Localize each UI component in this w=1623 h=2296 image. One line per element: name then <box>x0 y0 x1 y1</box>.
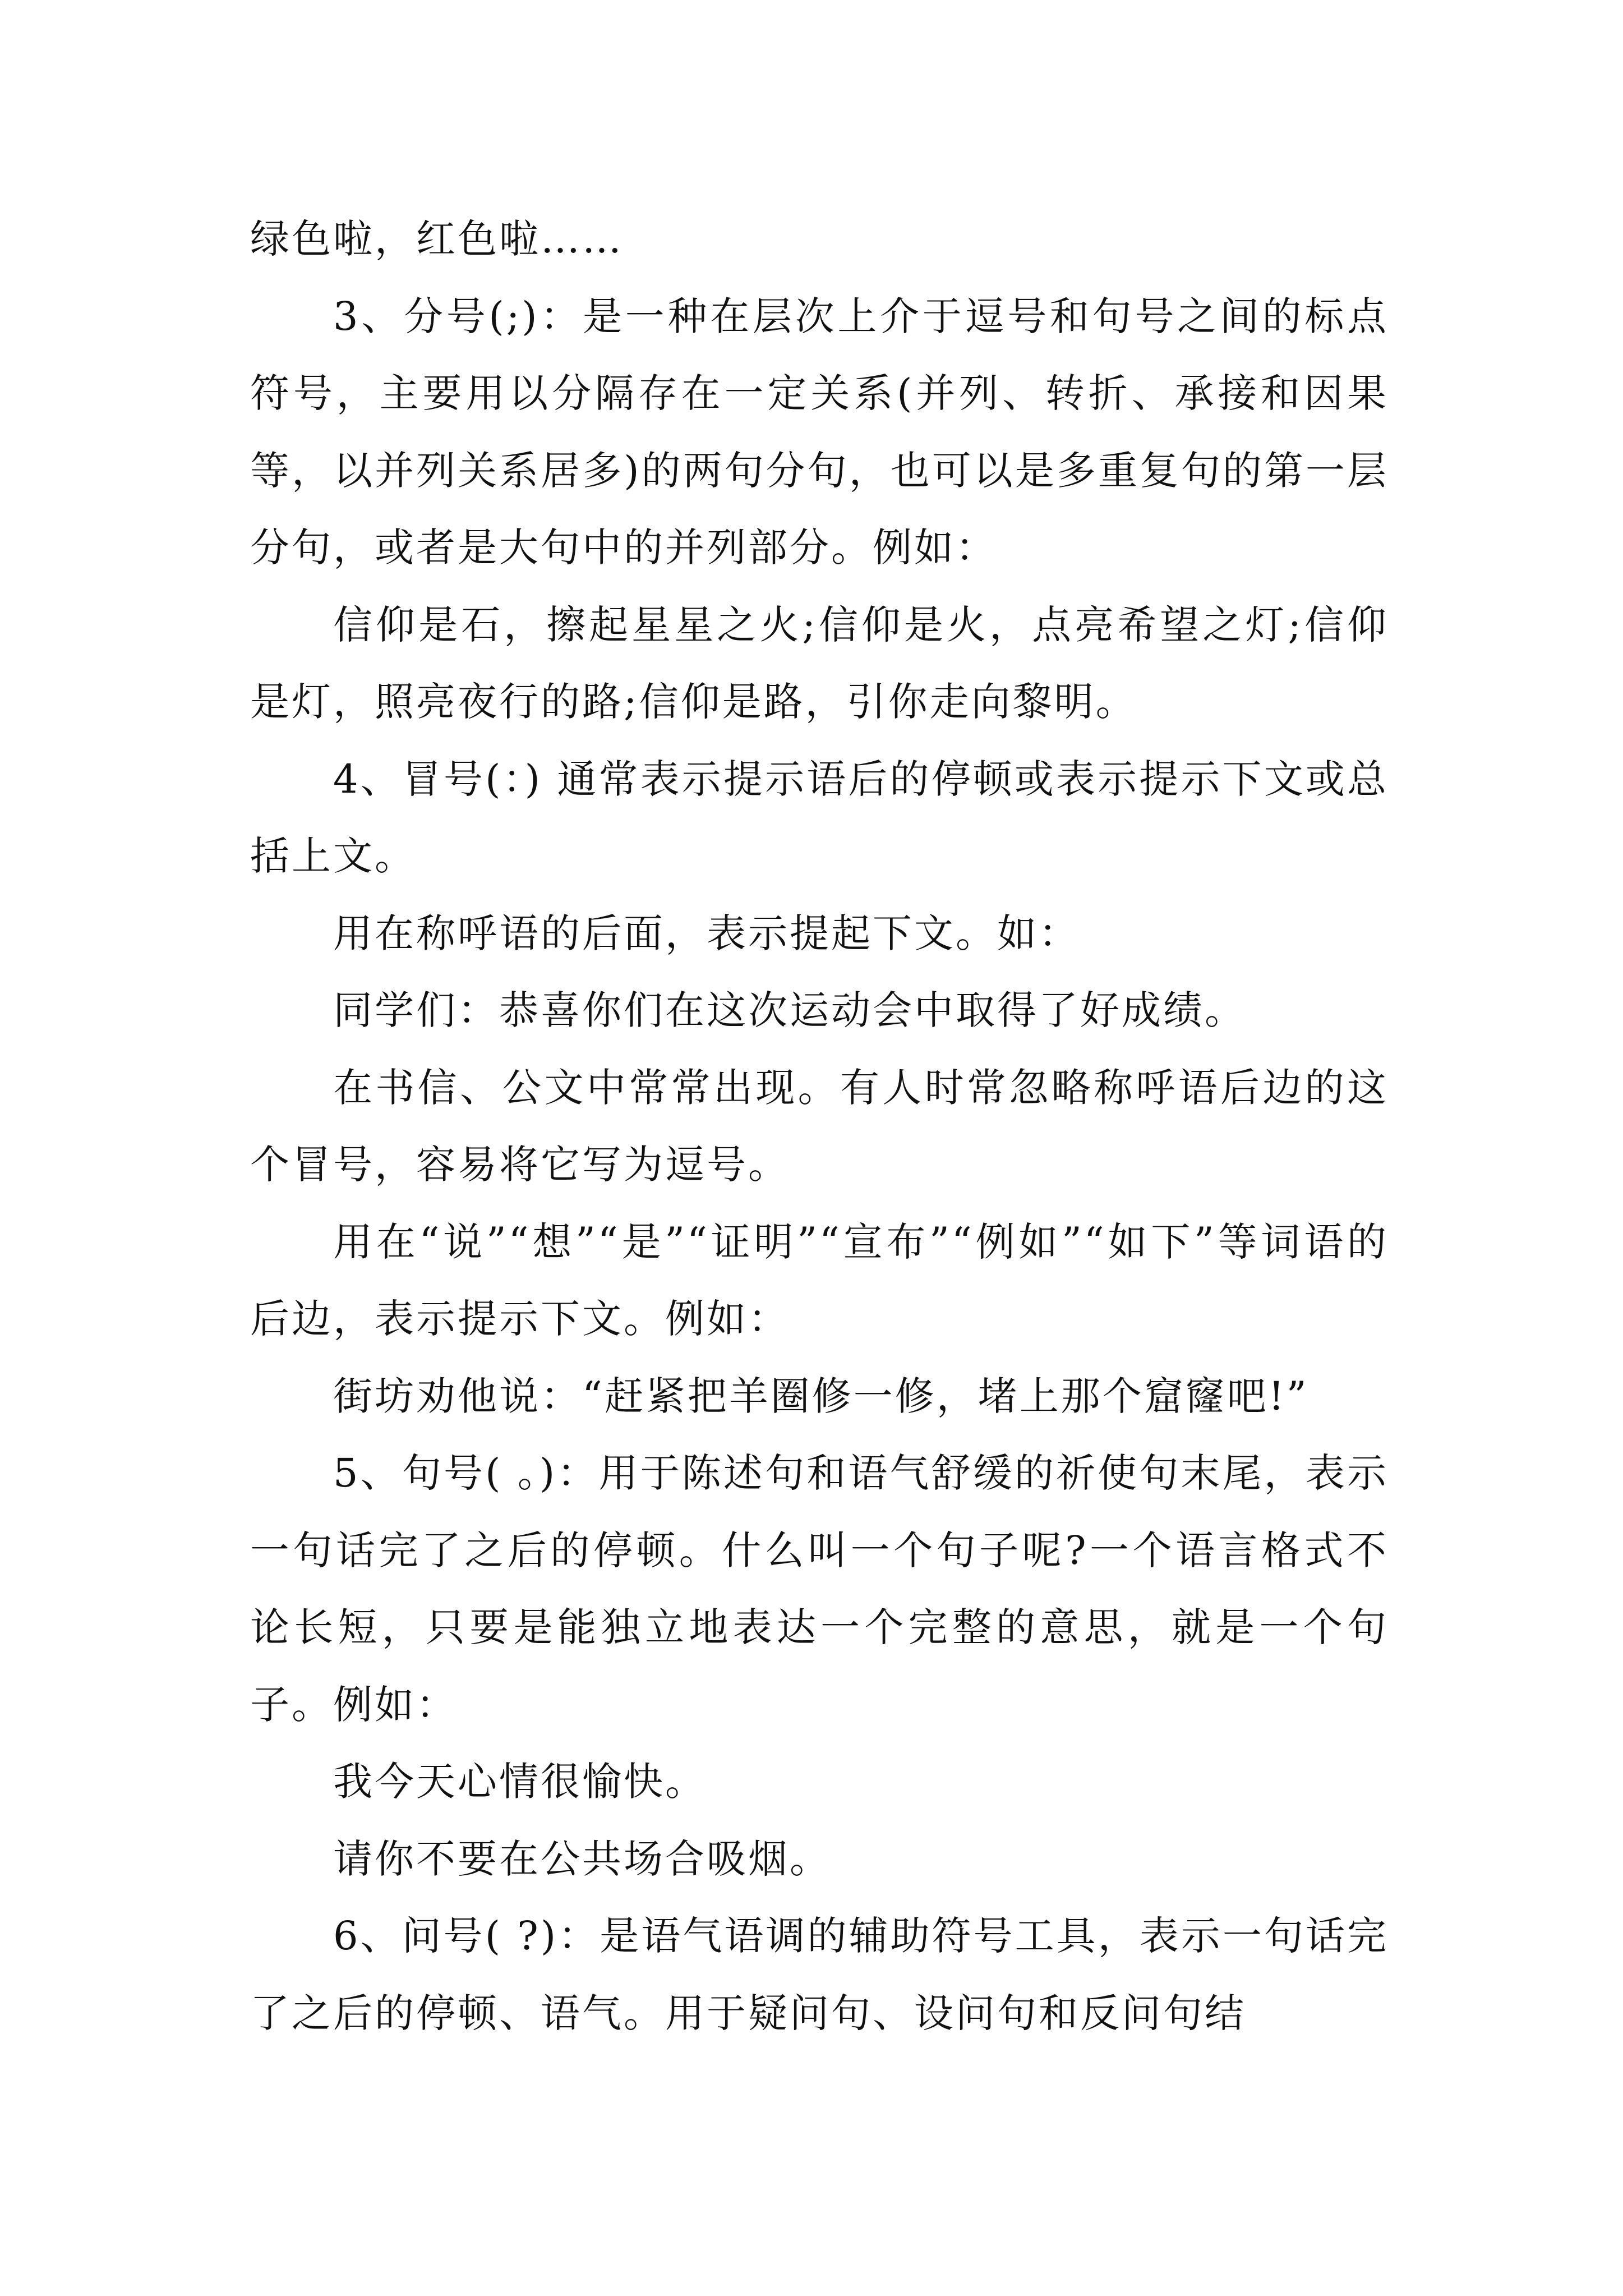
paragraph: 4、冒号(：) 通常表示提示语后的停顿或表示提示下文或总括上文。 <box>250 756 1389 879</box>
paragraph: 用在称呼语的后面，表示提起下文。如： <box>333 910 1080 956</box>
paragraph: 我今天心情很愉快。 <box>333 1759 707 1805</box>
paragraph: 街坊劝他说：“赶紧把羊圈修一修，堵上那个窟窿吧!” <box>333 1373 1309 1419</box>
paragraph: 同学们：恭喜你们在这次运动会中取得了好成绩。 <box>333 987 1246 1033</box>
paragraph: 用在“说”“想”“是”“证明”“宣布”“例如”“如下”等词语的后边，表示提示下文。例如： <box>250 1218 1389 1342</box>
document-body <box>250 201 1389 2052</box>
paragraph: 请你不要在公共场合吸烟。 <box>333 1835 831 1882</box>
paragraph: 3、分号(;)：是一种在层次上介于逗号和句号之间的标点符号，主要用以分隔存在一定关系(并列、转折、承接和因果等，以并列关系居多)的两句分句，也可以是多重复句的第一层分句，或者是大句中的并列部分。例如： <box>250 293 1389 570</box>
paragraph: 6、问号( ?)：是语气语调的辅助符号工具，表示一句话完了之后的停顿、语气。用于疑问句、设问句和反问句结 <box>250 1913 1389 2036</box>
paragraph: 信仰是石，擦起星星之火;信仰是火，点亮希望之灯;信仰是灯，照亮夜行的路;信仰是路，引你走向黎明。 <box>250 601 1389 725</box>
paragraph: 在书信、公文中常常出现。有人时常忽略称呼语后边的这个冒号，容易将它写为逗号。 <box>250 1064 1389 1188</box>
paragraph: 绿色啦，红色啦…… <box>250 216 624 262</box>
paragraph: 5、句号( 。)：用于陈述句和语气舒缓的祈使句末尾，表示一句话完了之后的停顿。什么叫一个句子呢?一个语言格式不论长短，只要是能独立地表达一个完整的意思，就是一个句子。例如： <box>250 1450 1389 1728</box>
